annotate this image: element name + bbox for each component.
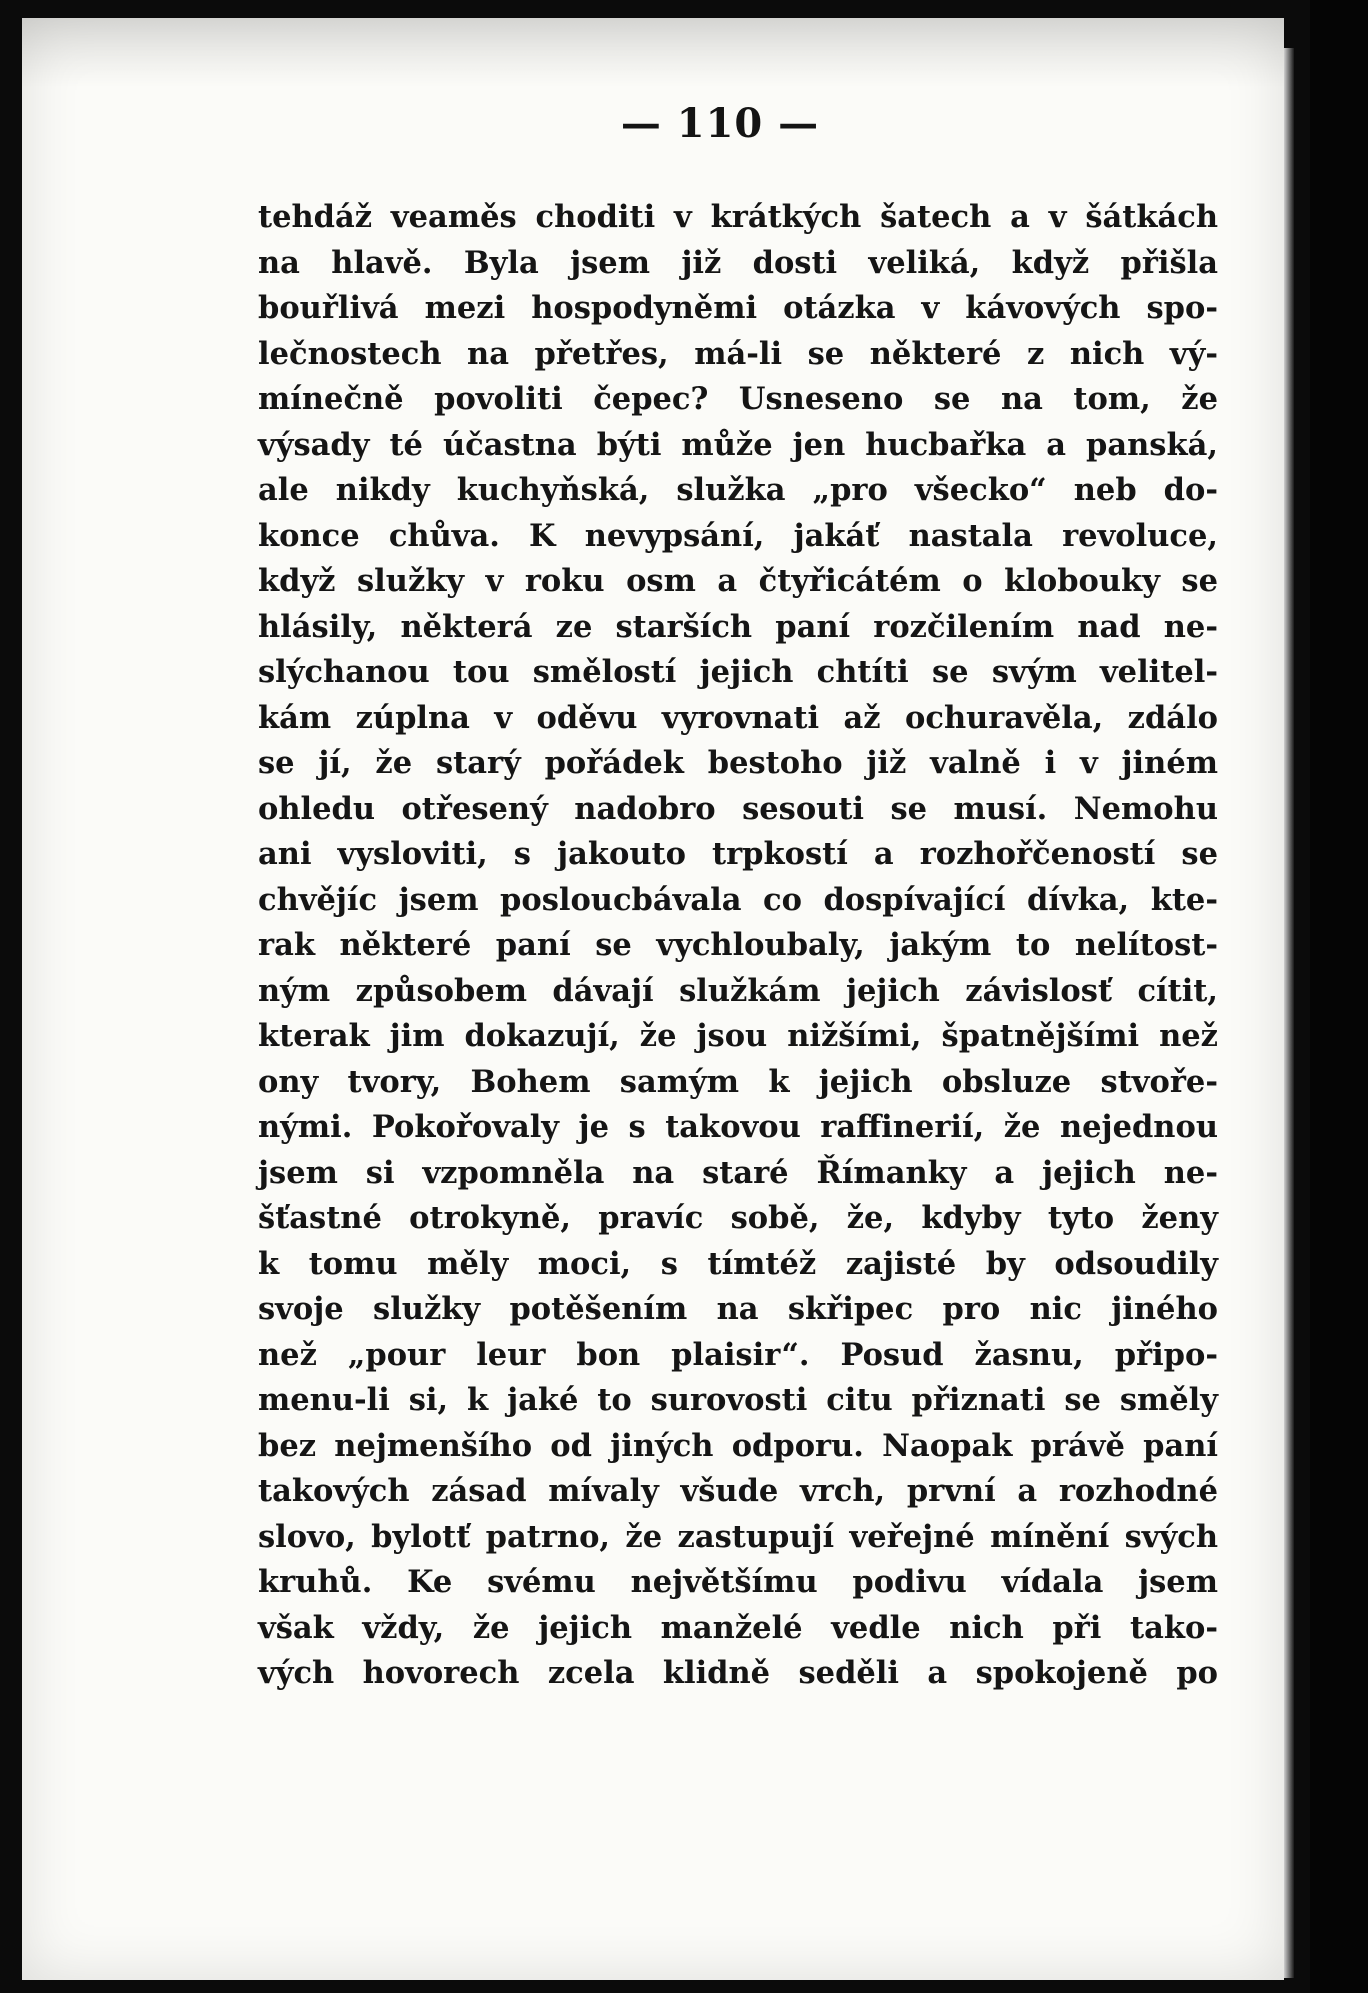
text-line: ným způsobem dávají služkám jejich závislosť cítit, xyxy=(258,972,1218,1009)
text-line: když služky v roku osm a čtyřicátém o klobouky se xyxy=(258,563,1218,599)
text-line: šťastné otrokyně, pravíc sobě, že, kdyby tyto ženy xyxy=(258,1200,1218,1236)
text-line: rak některé paní se vychloubaly, jakým to nelítost- xyxy=(258,927,1218,963)
text-line: kám zúplna v oděvu vyrovnati až ochuravěla, zdálo xyxy=(258,699,1218,736)
text-line: bouřlivá mezi hospodyněmi otázka v kávových spo- xyxy=(258,290,1218,326)
text-line: ohledu otřesený nadobro sesouti se musí. Nemohu xyxy=(258,790,1218,827)
text-line: však vždy, že jejich manželé vedle nich při tako- xyxy=(258,1609,1218,1646)
text-line: hlásily, některá ze starších paní rozčilením nad ne- xyxy=(258,608,1218,645)
scan-border-right xyxy=(1310,0,1368,1993)
text-line: se jí, že starý pořádek bestoho již valně i v jiném xyxy=(258,745,1218,781)
page-edge-right xyxy=(1284,48,1294,1978)
text-line: než „pour leur bon plaisir“. Posud žasnu, připo- xyxy=(258,1336,1218,1373)
text-line: jsem si vzpomněla na staré Římanky a jejich ne- xyxy=(258,1154,1218,1191)
text-line: ani vysloviti, s jakouto trpkostí a rozhořčeností se xyxy=(258,836,1218,872)
text-line: ony tvory, Bohem samým k jejich obsluze stvoře- xyxy=(258,1063,1218,1100)
text-line: chvějíc jsem posloucbávala co dospívající dívka, kte- xyxy=(258,881,1218,918)
page-number: — 110 — xyxy=(620,100,820,147)
text-line: na hlavě. Byla jsem již dosti veliká, když přišla xyxy=(258,244,1218,281)
text-line: výsady té účastna býti může jen hucbařka a panská, xyxy=(258,426,1218,463)
text-line: svoje služky potěšením na skřipec pro nic jiného xyxy=(258,1291,1218,1327)
text-line: slovo, bylotť patrno, že zastupují veřejné mínění svých xyxy=(258,1518,1218,1555)
body-text xyxy=(258,195,1218,1697)
text-line: lečnostech na přetřes, má-li se některé z nich vý- xyxy=(258,335,1218,372)
text-line: konce chůva. K nevypsání, jakáť nastala revoluce, xyxy=(258,517,1218,554)
text-line: takových zásad mívaly všude vrch, první a rozhodné xyxy=(258,1473,1218,1509)
text-line: k tomu měly moci, s tímtéž zajisté by odsoudily xyxy=(258,1245,1218,1282)
text-line: nými. Pokořovaly je s takovou raffinerií, že nejednou xyxy=(258,1109,1218,1145)
text-line: bez nejmenšího od jiných odporu. Naopak právě paní xyxy=(258,1427,1218,1464)
text-line: slýchanou tou smělostí jejich chtíti se svým velitel- xyxy=(258,654,1218,690)
text-line: tehdáž veaměs choditi v krátkých šatech a v šátkách xyxy=(258,199,1218,235)
text-line: kruhů. Ke svému největšímu podivu vídala jsem xyxy=(258,1564,1218,1600)
text-line: kterak jim dokazují, že jsou nižšími, špatnějšími než xyxy=(258,1018,1218,1054)
page-shadow-top xyxy=(22,18,1284,88)
text-line: mínečně povoliti čepec? Usneseno se na tom, že xyxy=(258,381,1218,417)
text-line: menu-li si, k jaké to surovosti citu přiznati se směly xyxy=(258,1382,1218,1418)
text-line: vých hovorech zcela klidně seděli a spokojeně po xyxy=(258,1655,1218,1691)
text-line: ale nikdy kuchyňská, služka „pro všecko“ neb do- xyxy=(258,472,1218,508)
